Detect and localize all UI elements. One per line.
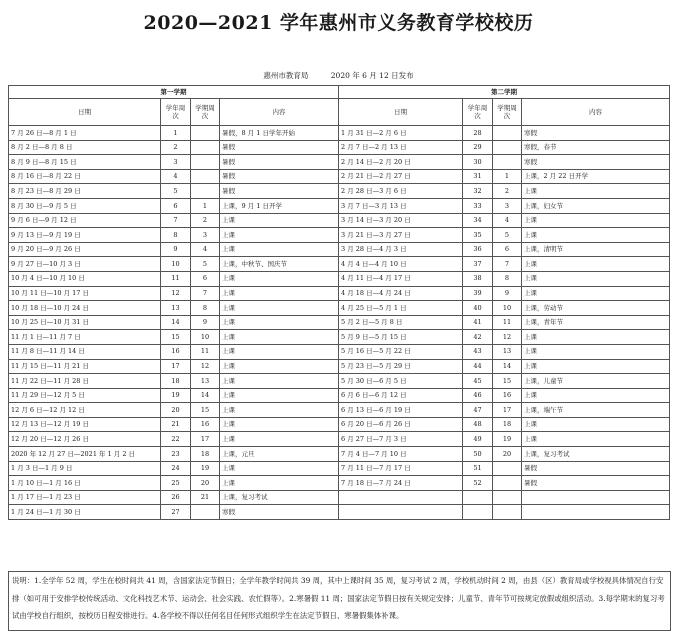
semester-2-term-week [493, 505, 522, 520]
semester-2-school-year-week [463, 505, 493, 520]
semester-1-date: 8 月 30 日—9 月 5 日 [9, 198, 161, 213]
semester-2-date: 4 月 25 日—5 月 1 日 [339, 301, 463, 316]
semester-1-date: 1 月 3 日—1 月 9 日 [9, 461, 161, 476]
semester-2-school-year-week [463, 490, 493, 505]
semester-1-school-year-week: 1 [161, 126, 191, 141]
semester-2-content: 上课 [522, 344, 670, 359]
col-date: 日期 [9, 99, 161, 126]
semester-1-date: 8 月 23 日—8 月 29 日 [9, 184, 161, 199]
semester-2-content: 寒假，春节 [522, 140, 670, 155]
col-content: 内容 [220, 99, 339, 126]
semester-2-school-year-week: 41 [463, 315, 493, 330]
semester-2-term-week [493, 461, 522, 476]
semester-2-date: 3 月 14 日—3 月 20 日 [339, 213, 463, 228]
semester-2-term-week: 9 [493, 286, 522, 301]
semester-1-school-year-week: 15 [161, 330, 191, 345]
issuer-line [0, 70, 677, 81]
col-content: 内容 [522, 99, 670, 126]
semester-1-content: 上课 [220, 359, 339, 374]
semester-1-content: 上课，9 月 1 日开学 [220, 198, 339, 213]
semester-1-content: 上课 [220, 301, 339, 316]
semester-2-school-year-week: 34 [463, 213, 493, 228]
semester-2-date: 2 月 28 日—3 月 6 日 [339, 184, 463, 199]
semester-1-date: 9 月 13 日—9 月 19 日 [9, 228, 161, 243]
table-row [9, 417, 670, 432]
semester-2-content: 上课，青年节 [522, 315, 670, 330]
notes: 说明：1.全学年 52 周，学生在校时间共 41 周，含国家法定节假日；全学年教学时间共 39 周，其中上课时间 35 周，复习考试 2 周，学校机动时间 2 周，由县（区）教育局或学校视具体情况自行安排（如可用于安排学校传统活动、文化科技艺术节、运动会、社会实践、农忙假等）。2.寒暑假 11 周；国家法定节假日按有关规定安排；儿童节、青年节可按规定放假或组织活动。3.每学期末的复习考试由学校自行组织，按校历日程安排进行。4.各学校不得以任何名目任何形式组织学生在法定节假日、寒暑假集体补课。 [8, 571, 671, 631]
semester-1-date: 12 月 6 日—12 月 12 日 [9, 403, 161, 418]
semester-1-term-week: 21 [191, 490, 220, 505]
semester-2-school-year-week: 38 [463, 271, 493, 286]
table-row [9, 374, 670, 389]
semester-1-content: 上课 [220, 461, 339, 476]
table-row [9, 126, 670, 141]
semester-2-term-week [493, 490, 522, 505]
table-row [9, 155, 670, 170]
semester-2-content: 上课 [522, 359, 670, 374]
semester-2-term-week [493, 155, 522, 170]
semester-2-date: 5 月 16 日—5 月 22 日 [339, 344, 463, 359]
semester-2-date: 4 月 4 日—4 月 10 日 [339, 257, 463, 272]
semester-1-school-year-week: 14 [161, 315, 191, 330]
semester-1-term-week: 19 [191, 461, 220, 476]
table-row [9, 213, 670, 228]
table-row [9, 461, 670, 476]
semester-2-school-year-week: 44 [463, 359, 493, 374]
semester-1-date: 1 月 17 日—1 月 23 日 [9, 490, 161, 505]
semester-1-school-year-week: 4 [161, 169, 191, 184]
semester-2-school-year-week: 33 [463, 198, 493, 213]
table-row [9, 447, 670, 462]
semester-1-term-week: 18 [191, 447, 220, 462]
table-row [9, 301, 670, 316]
semester-1-school-year-week: 9 [161, 242, 191, 257]
semester-1-content: 上课，中秋节、国庆节 [220, 257, 339, 272]
col-term-week: 学期周次 [493, 99, 522, 126]
semester-1-term-week: 9 [191, 315, 220, 330]
semester-2-date: 4 月 11 日—4 月 17 日 [339, 271, 463, 286]
semester-1-school-year-week: 11 [161, 271, 191, 286]
semester-2-school-year-week: 29 [463, 140, 493, 155]
table-row [9, 388, 670, 403]
semester-2-content: 上课 [522, 330, 670, 345]
page-title: 2020—2021 学年惠州市义务教育学校校历 [143, 12, 534, 34]
semester-1-date: 9 月 20 日—9 月 26 日 [9, 242, 161, 257]
semester-1-school-year-week: 23 [161, 447, 191, 462]
col-school-year-week: 学年周次 [463, 99, 493, 126]
semester-1-school-year-week: 13 [161, 301, 191, 316]
semester-2-content: 暑假 [522, 476, 670, 491]
semester-2-date [339, 505, 463, 520]
semester-2-content: 上课 [522, 432, 670, 447]
semester-1-school-year-week: 7 [161, 213, 191, 228]
semester-1-term-week: 7 [191, 286, 220, 301]
semester-1-date: 9 月 6 日—9 月 12 日 [9, 213, 161, 228]
semester-2-term-week: 14 [493, 359, 522, 374]
semester-1-content: 暑假 [220, 184, 339, 199]
semester-2-term-week: 5 [493, 228, 522, 243]
semester-1-school-year-week: 25 [161, 476, 191, 491]
semester-2-school-year-week: 52 [463, 476, 493, 491]
issue-date: 2020 年 6 月 12 日发布 [330, 71, 414, 80]
semester-1-date: 11 月 8 日—11 月 14 日 [9, 344, 161, 359]
semester-1-content: 上课 [220, 315, 339, 330]
semester-1-school-year-week: 8 [161, 228, 191, 243]
table-row [9, 359, 670, 374]
table-row [9, 315, 670, 330]
table-row [9, 184, 670, 199]
semester-1-term-week [191, 169, 220, 184]
semester-2-school-year-week: 50 [463, 447, 493, 462]
semester-2-school-year-week: 43 [463, 344, 493, 359]
semester-1-term-week: 5 [191, 257, 220, 272]
table-row [9, 403, 670, 418]
table-row [9, 257, 670, 272]
semester-2-date: 6 月 27 日—7 月 3 日 [339, 432, 463, 447]
semester-1-date: 11 月 15 日—11 月 21 日 [9, 359, 161, 374]
semester-1-term-week: 10 [191, 330, 220, 345]
semester-2-content: 上课 [522, 286, 670, 301]
semester-2-date: 1 月 31 日—2 月 6 日 [339, 126, 463, 141]
semester-1-content: 暑假 [220, 155, 339, 170]
semester-1-content: 上课 [220, 344, 339, 359]
semester-1-content: 暑假 [220, 169, 339, 184]
semester-1-date: 8 月 2 日—8 月 8 日 [9, 140, 161, 155]
semester-2-date: 6 月 13 日—6 月 19 日 [339, 403, 463, 418]
semester-1-term-week: 17 [191, 432, 220, 447]
semester-2-term-week: 7 [493, 257, 522, 272]
semester-2-school-year-week: 28 [463, 126, 493, 141]
semester-2-school-year-week: 40 [463, 301, 493, 316]
semester-1-term-week: 3 [191, 228, 220, 243]
semester-1-school-year-week: 20 [161, 403, 191, 418]
semester-1-school-year-week: 3 [161, 155, 191, 170]
semester-2-date: 5 月 23 日—5 月 29 日 [339, 359, 463, 374]
table-row [9, 330, 670, 345]
semester-1-term-week: 6 [191, 271, 220, 286]
semester-2-term-week: 3 [493, 198, 522, 213]
semester-2-content: 寒假 [522, 155, 670, 170]
semester-1-school-year-week: 5 [161, 184, 191, 199]
semester-2-date: 5 月 9 日—5 月 15 日 [339, 330, 463, 345]
semester-2-date: 3 月 21 日—3 月 27 日 [339, 228, 463, 243]
semester-2-term-week: 20 [493, 447, 522, 462]
semester-2-content: 上课 [522, 257, 670, 272]
semester-1-date: 12 月 20 日—12 月 26 日 [9, 432, 161, 447]
semester-1-term-week [191, 505, 220, 520]
semester-2-school-year-week: 35 [463, 228, 493, 243]
semester-1-date: 9 月 27 日—10 月 3 日 [9, 257, 161, 272]
semester-2-school-year-week: 42 [463, 330, 493, 345]
semester-2-content: 上课 [522, 417, 670, 432]
semester-2-content: 上课，2 月 22 日开学 [522, 169, 670, 184]
semester-1-school-year-week: 2 [161, 140, 191, 155]
issuer-name: 惠州市教育局 [263, 71, 309, 80]
semester-2-school-year-week: 31 [463, 169, 493, 184]
semester-1-term-week [191, 155, 220, 170]
school-calendar-table [8, 85, 670, 520]
semester-1-date: 8 月 16 日—8 月 22 日 [9, 169, 161, 184]
semester-1-content: 寒假 [220, 505, 339, 520]
semester-1-term-week: 15 [191, 403, 220, 418]
semester-2-content [522, 490, 670, 505]
semester-1-school-year-week: 27 [161, 505, 191, 520]
table-row [9, 432, 670, 447]
semester-2-date: 7 月 18 日—7 月 24 日 [339, 476, 463, 491]
semester-1-date: 2020 年 12 月 27 日—2021 年 1 月 2 日 [9, 447, 161, 462]
semester-1-term-week: 13 [191, 374, 220, 389]
semester-2-school-year-week: 48 [463, 417, 493, 432]
semester-1-content: 上课 [220, 403, 339, 418]
semester-1-date: 10 月 25 日—10 月 31 日 [9, 315, 161, 330]
semester-2-content: 暑假 [522, 461, 670, 476]
semester-1-date: 7 月 26 日—8 月 1 日 [9, 126, 161, 141]
semester-2-content: 上课 [522, 388, 670, 403]
semester-1-header: 第一学期 [9, 86, 339, 99]
col-school-year-week: 学年周次 [161, 99, 191, 126]
semester-1-school-year-week: 22 [161, 432, 191, 447]
semester-1-content: 上课 [220, 271, 339, 286]
semester-1-date: 10 月 4 日—10 月 10 日 [9, 271, 161, 286]
semester-1-school-year-week: 10 [161, 257, 191, 272]
semester-2-school-year-week: 32 [463, 184, 493, 199]
semester-2-content: 上课，劳动节 [522, 301, 670, 316]
semester-1-content: 上课 [220, 213, 339, 228]
semester-2-content: 上课 [522, 184, 670, 199]
semester-1-content: 上课 [220, 286, 339, 301]
semester-2-term-week: 11 [493, 315, 522, 330]
semester-2-date: 7 月 11 日—7 月 17 日 [339, 461, 463, 476]
semester-2-school-year-week: 30 [463, 155, 493, 170]
semester-2-date: 4 月 18 日—4 月 24 日 [339, 286, 463, 301]
semester-2-date: 5 月 30 日—6 月 5 日 [339, 374, 463, 389]
calendar-body [9, 126, 670, 520]
semester-1-term-week: 14 [191, 388, 220, 403]
semester-2-term-week: 1 [493, 169, 522, 184]
semester-2-school-year-week: 51 [463, 461, 493, 476]
semester-2-date: 6 月 20 日—6 月 26 日 [339, 417, 463, 432]
semester-1-term-week [191, 184, 220, 199]
semester-1-school-year-week: 6 [161, 198, 191, 213]
semester-2-content: 上课 [522, 228, 670, 243]
semester-2-school-year-week: 36 [463, 242, 493, 257]
semester-2-term-week [493, 476, 522, 491]
semester-2-date: 5 月 2 日—5 月 8 日 [339, 315, 463, 330]
semester-1-date: 1 月 10 日—1 月 16 日 [9, 476, 161, 491]
semester-1-date: 10 月 18 日—10 月 24 日 [9, 301, 161, 316]
semester-2-content: 上课 [522, 271, 670, 286]
semester-2-school-year-week: 45 [463, 374, 493, 389]
semester-2-term-week: 2 [493, 184, 522, 199]
semester-2-date [339, 490, 463, 505]
semester-2-content: 寒假 [522, 126, 670, 141]
semester-2-term-week: 15 [493, 374, 522, 389]
semester-1-date: 12 月 13 日—12 月 19 日 [9, 417, 161, 432]
semester-2-date: 3 月 7 日—3 月 13 日 [339, 198, 463, 213]
semester-2-term-week: 10 [493, 301, 522, 316]
semester-2-school-year-week: 47 [463, 403, 493, 418]
table-row [9, 505, 670, 520]
semester-1-term-week [191, 140, 220, 155]
semester-2-term-week: 4 [493, 213, 522, 228]
semester-1-date: 11 月 29 日—12 月 5 日 [9, 388, 161, 403]
semester-2-term-week: 13 [493, 344, 522, 359]
semester-1-date: 10 月 11 日—10 月 17 日 [9, 286, 161, 301]
semester-1-content: 上课 [220, 388, 339, 403]
semester-2-term-week: 17 [493, 403, 522, 418]
semester-2-date: 2 月 21 日—2 月 27 日 [339, 169, 463, 184]
semester-1-content: 上课 [220, 242, 339, 257]
semester-2-content: 上课，端午节 [522, 403, 670, 418]
semester-1-school-year-week: 17 [161, 359, 191, 374]
semester-2-content: 上课 [522, 213, 670, 228]
semester-2-header: 第二学期 [339, 86, 670, 99]
semester-2-term-week: 6 [493, 242, 522, 257]
semester-2-school-year-week: 37 [463, 257, 493, 272]
semester-1-term-week: 4 [191, 242, 220, 257]
semester-1-content: 暑假 [220, 140, 339, 155]
semester-2-term-week: 18 [493, 417, 522, 432]
semester-1-content: 上课 [220, 432, 339, 447]
semester-2-school-year-week: 46 [463, 388, 493, 403]
semester-1-school-year-week: 19 [161, 388, 191, 403]
table-row [9, 344, 670, 359]
semester-1-school-year-week: 12 [161, 286, 191, 301]
table-row [9, 242, 670, 257]
semester-1-date: 8 月 9 日—8 月 15 日 [9, 155, 161, 170]
semester-2-date: 6 月 6 日—6 月 12 日 [339, 388, 463, 403]
semester-2-school-year-week: 39 [463, 286, 493, 301]
semester-1-content: 上课，复习考试 [220, 490, 339, 505]
semester-2-content: 上课，儿童节 [522, 374, 670, 389]
semester-1-term-week: 2 [191, 213, 220, 228]
semester-1-school-year-week: 26 [161, 490, 191, 505]
col-term-week: 学期周次 [191, 99, 220, 126]
semester-1-date: 11 月 1 日—11 月 7 日 [9, 330, 161, 345]
semester-2-date: 7 月 4 日—7 月 10 日 [339, 447, 463, 462]
semester-1-term-week: 8 [191, 301, 220, 316]
table-row [9, 490, 670, 505]
semester-1-school-year-week: 24 [161, 461, 191, 476]
col-date: 日期 [339, 99, 463, 126]
semester-1-term-week: 11 [191, 344, 220, 359]
semester-2-date: 2 月 7 日—2 月 13 日 [339, 140, 463, 155]
semester-1-date: 11 月 22 日—11 月 28 日 [9, 374, 161, 389]
semester-1-content: 上课，元旦 [220, 447, 339, 462]
semester-1-term-week: 20 [191, 476, 220, 491]
table-row [9, 198, 670, 213]
semester-2-term-week: 8 [493, 271, 522, 286]
semester-1-term-week: 1 [191, 198, 220, 213]
semester-2-term-week: 19 [493, 432, 522, 447]
semester-1-date: 1 月 24 日—1 月 30 日 [9, 505, 161, 520]
table-row [9, 286, 670, 301]
table-row [9, 476, 670, 491]
table-row [9, 140, 670, 155]
semester-1-term-week: 12 [191, 359, 220, 374]
semester-2-date: 3 月 28 日—4 月 3 日 [339, 242, 463, 257]
semester-1-content: 上课 [220, 374, 339, 389]
semester-1-content: 暑假，8 月 1 日学年开始 [220, 126, 339, 141]
semester-1-content: 上课 [220, 330, 339, 345]
semester-1-content: 上课 [220, 417, 339, 432]
semester-2-content: 上课，妇女节 [522, 198, 670, 213]
semester-1-content: 上课 [220, 228, 339, 243]
semester-2-term-week [493, 140, 522, 155]
semester-2-school-year-week: 49 [463, 432, 493, 447]
semester-1-school-year-week: 18 [161, 374, 191, 389]
table-row [9, 228, 670, 243]
semester-2-term-week: 12 [493, 330, 522, 345]
semester-2-content: 上课，复习考试 [522, 447, 670, 462]
semester-2-term-week: 16 [493, 388, 522, 403]
semester-2-date: 2 月 14 日—2 月 20 日 [339, 155, 463, 170]
semester-1-term-week: 16 [191, 417, 220, 432]
semester-1-school-year-week: 21 [161, 417, 191, 432]
table-row [9, 169, 670, 184]
semester-2-term-week [493, 126, 522, 141]
table-row [9, 271, 670, 286]
semester-1-school-year-week: 16 [161, 344, 191, 359]
semester-2-content: 上课，清明节 [522, 242, 670, 257]
semester-1-content: 上课 [220, 476, 339, 491]
semester-2-content [522, 505, 670, 520]
semester-1-term-week [191, 126, 220, 141]
